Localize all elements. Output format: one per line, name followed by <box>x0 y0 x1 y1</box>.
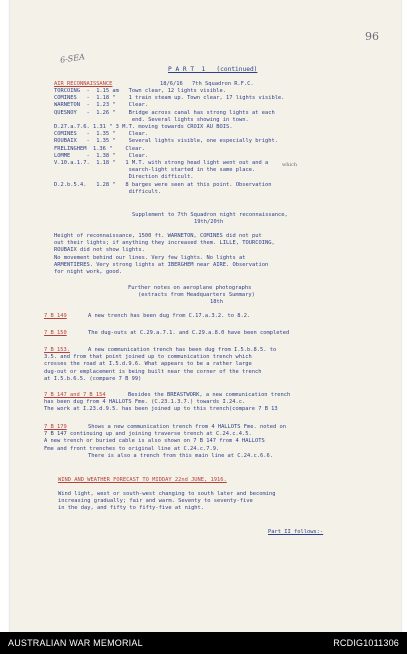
photo-note-line: 7 B 147 continuing up and joining traverse trench at C.24.c.4.5. <box>44 431 252 438</box>
photo-ref: 7 B 153. <box>44 347 70 353</box>
supplement-line: for night work, good. <box>54 269 123 275</box>
photo-ref: 7 B 150 <box>44 330 67 336</box>
recon-row: ROUBAIX - 1.35 " Several lights visible, one especially bright. <box>54 138 278 145</box>
recon-row: Direction difficult. <box>54 174 194 181</box>
part-heading: P A R T 1 (continued) <box>168 66 258 73</box>
photo-note-line: The dug-outs at C.29.a.7.1. and C.29.a.8.0 have been completed <box>88 330 290 336</box>
photo-note-line: There is also a trench from this main line at C.24.c.6.6. <box>88 452 273 459</box>
archive-footer-bar <box>0 632 407 654</box>
forecast-line: in the day, and fifty to fifty-five at night. <box>58 505 205 512</box>
supplement-title: Supplement to 7th Squadron night reconnaissance, <box>132 212 288 218</box>
photo-notes-title: Further notes on aeroplane photographs <box>128 285 252 291</box>
photo-note-line: A new trench or buried cable is also shown on 7 B 147 from 4 HALLOTS <box>44 438 265 445</box>
forecast-line: Wind light, west or south-west changing to south later and becoming <box>58 491 276 497</box>
recon-row: D.2.b.5.4. 1.28 " 8 barges were seen at this point. Observation <box>54 181 272 188</box>
closing-note: Part II follows:- <box>268 529 324 535</box>
photo-note-line: Shows a new communication trench from 4 HALLOTS Fme. noted on <box>88 424 286 430</box>
recon-row: difficult. <box>54 188 162 195</box>
supplement-line: ARMENTIERES. Very strong lights at IBERGHEM near AIRE. Observation <box>54 261 269 268</box>
photo-note-line: Fme and front trenches to original line at C.24.c.7.9. <box>44 445 220 452</box>
archive-record-id: RCDIG1011306 <box>333 638 399 648</box>
photo-note-line: crosses the road at I.5.d.9.6. What appears to be a rather large <box>44 361 252 368</box>
photo-ref: 7 B 179 <box>44 424 67 430</box>
archive-name: AUSTRALIAN WAR MEMORIAL <box>8 638 143 648</box>
recon-row: LOMME - 1.38 " Clear. <box>54 152 149 159</box>
photo-ref: 7 B 147 and 7 B 154 <box>44 392 106 398</box>
recon-row: COMINES - 1.35 " Clear. <box>54 131 149 138</box>
handwritten-reference: 6-SEA <box>59 52 86 65</box>
recon-row: QUESNOY - 1.26 " Bridge across canal has strong lights at each <box>54 109 275 116</box>
photo-notes-date: 18th <box>210 299 223 305</box>
photo-note-line: at I.5.b.6.5. (compare 7 B 99) <box>44 375 142 382</box>
recon-date: 18/6/16 <box>160 81 183 87</box>
recon-row: D.27.a.7.6. 1.31 " 3 M.T. moving towards CROIX AU BOIS. <box>54 124 233 130</box>
supplement-line: No movement behind our lines. Very few lights. No lights at <box>54 254 246 261</box>
recon-row: COMINES - 1.18 " 1 train steam up. Town clear, 17 lights visible. <box>54 95 285 102</box>
forecast-title: WIND AND WEATHER FORECAST TO MIDDAY 22nd JUNE, 1916. <box>58 477 227 483</box>
recon-row: WARNETON - 1.23 " Clear. <box>54 102 149 109</box>
inserted-word: which <box>282 162 298 168</box>
recon-row: FRELINGHEM 1.36 " Clear. <box>54 145 145 152</box>
supplement-line: Height of reconnaissance, 1500 ft. WARNETON, COMINES did not put <box>54 233 262 239</box>
recon-unit: 7th Squadron R.F.C. <box>192 81 254 87</box>
photo-note-line: has been dug from 4 HALLOTS Fme. (C.23.1.3.7.) towards I.24.c. <box>44 399 246 406</box>
photo-notes-subtitle: (extracts from Headquarters Summary) <box>138 292 255 298</box>
photo-note-line: A new communication trench has been dug from I.5.b.8.5. to <box>88 347 277 353</box>
recon-label: AIR RECONNAISSANCE <box>54 81 113 87</box>
supplement-date: 19th/20th <box>194 219 224 225</box>
supplement-line: ROUBAIX did not show lights. <box>54 247 145 254</box>
recon-row: TORCOING - 1.15 am Town clear, 12 lights visible. <box>54 88 227 94</box>
supplement-line: out their lights; if anything they increased them. LILLE, TOURCOING, <box>54 240 275 247</box>
recon-row: search-light started in the same place. <box>54 167 256 174</box>
recon-row: end. Several lights showing in town. <box>54 116 249 123</box>
recon-row: V.10.a.1.7. 1.18 " 1 M.T. with strong head light went out and a <box>54 160 269 166</box>
document-page <box>10 0 401 632</box>
page-number: 96 <box>365 30 379 43</box>
photo-note-line: dug-out or emplacement is being built near the corner of the trench <box>44 368 262 375</box>
photo-note-line: The work at I.23.d.9.5. has been joined up to this trench(compare 7 B 13 <box>44 406 278 413</box>
photo-note-line: Besides the BREASTWORK, a new communication trench <box>128 392 291 398</box>
photo-note-line: A new trench has been dug from C.17.a.3.2. to 8.2. <box>88 313 251 319</box>
photo-note-line: 3.5. and from that point joined up to communication trench which <box>44 354 252 361</box>
photo-ref: 7 B 149 <box>44 313 67 319</box>
forecast-line: increasing gradually; fair and warm. Seventy to seventy-five <box>58 498 253 505</box>
